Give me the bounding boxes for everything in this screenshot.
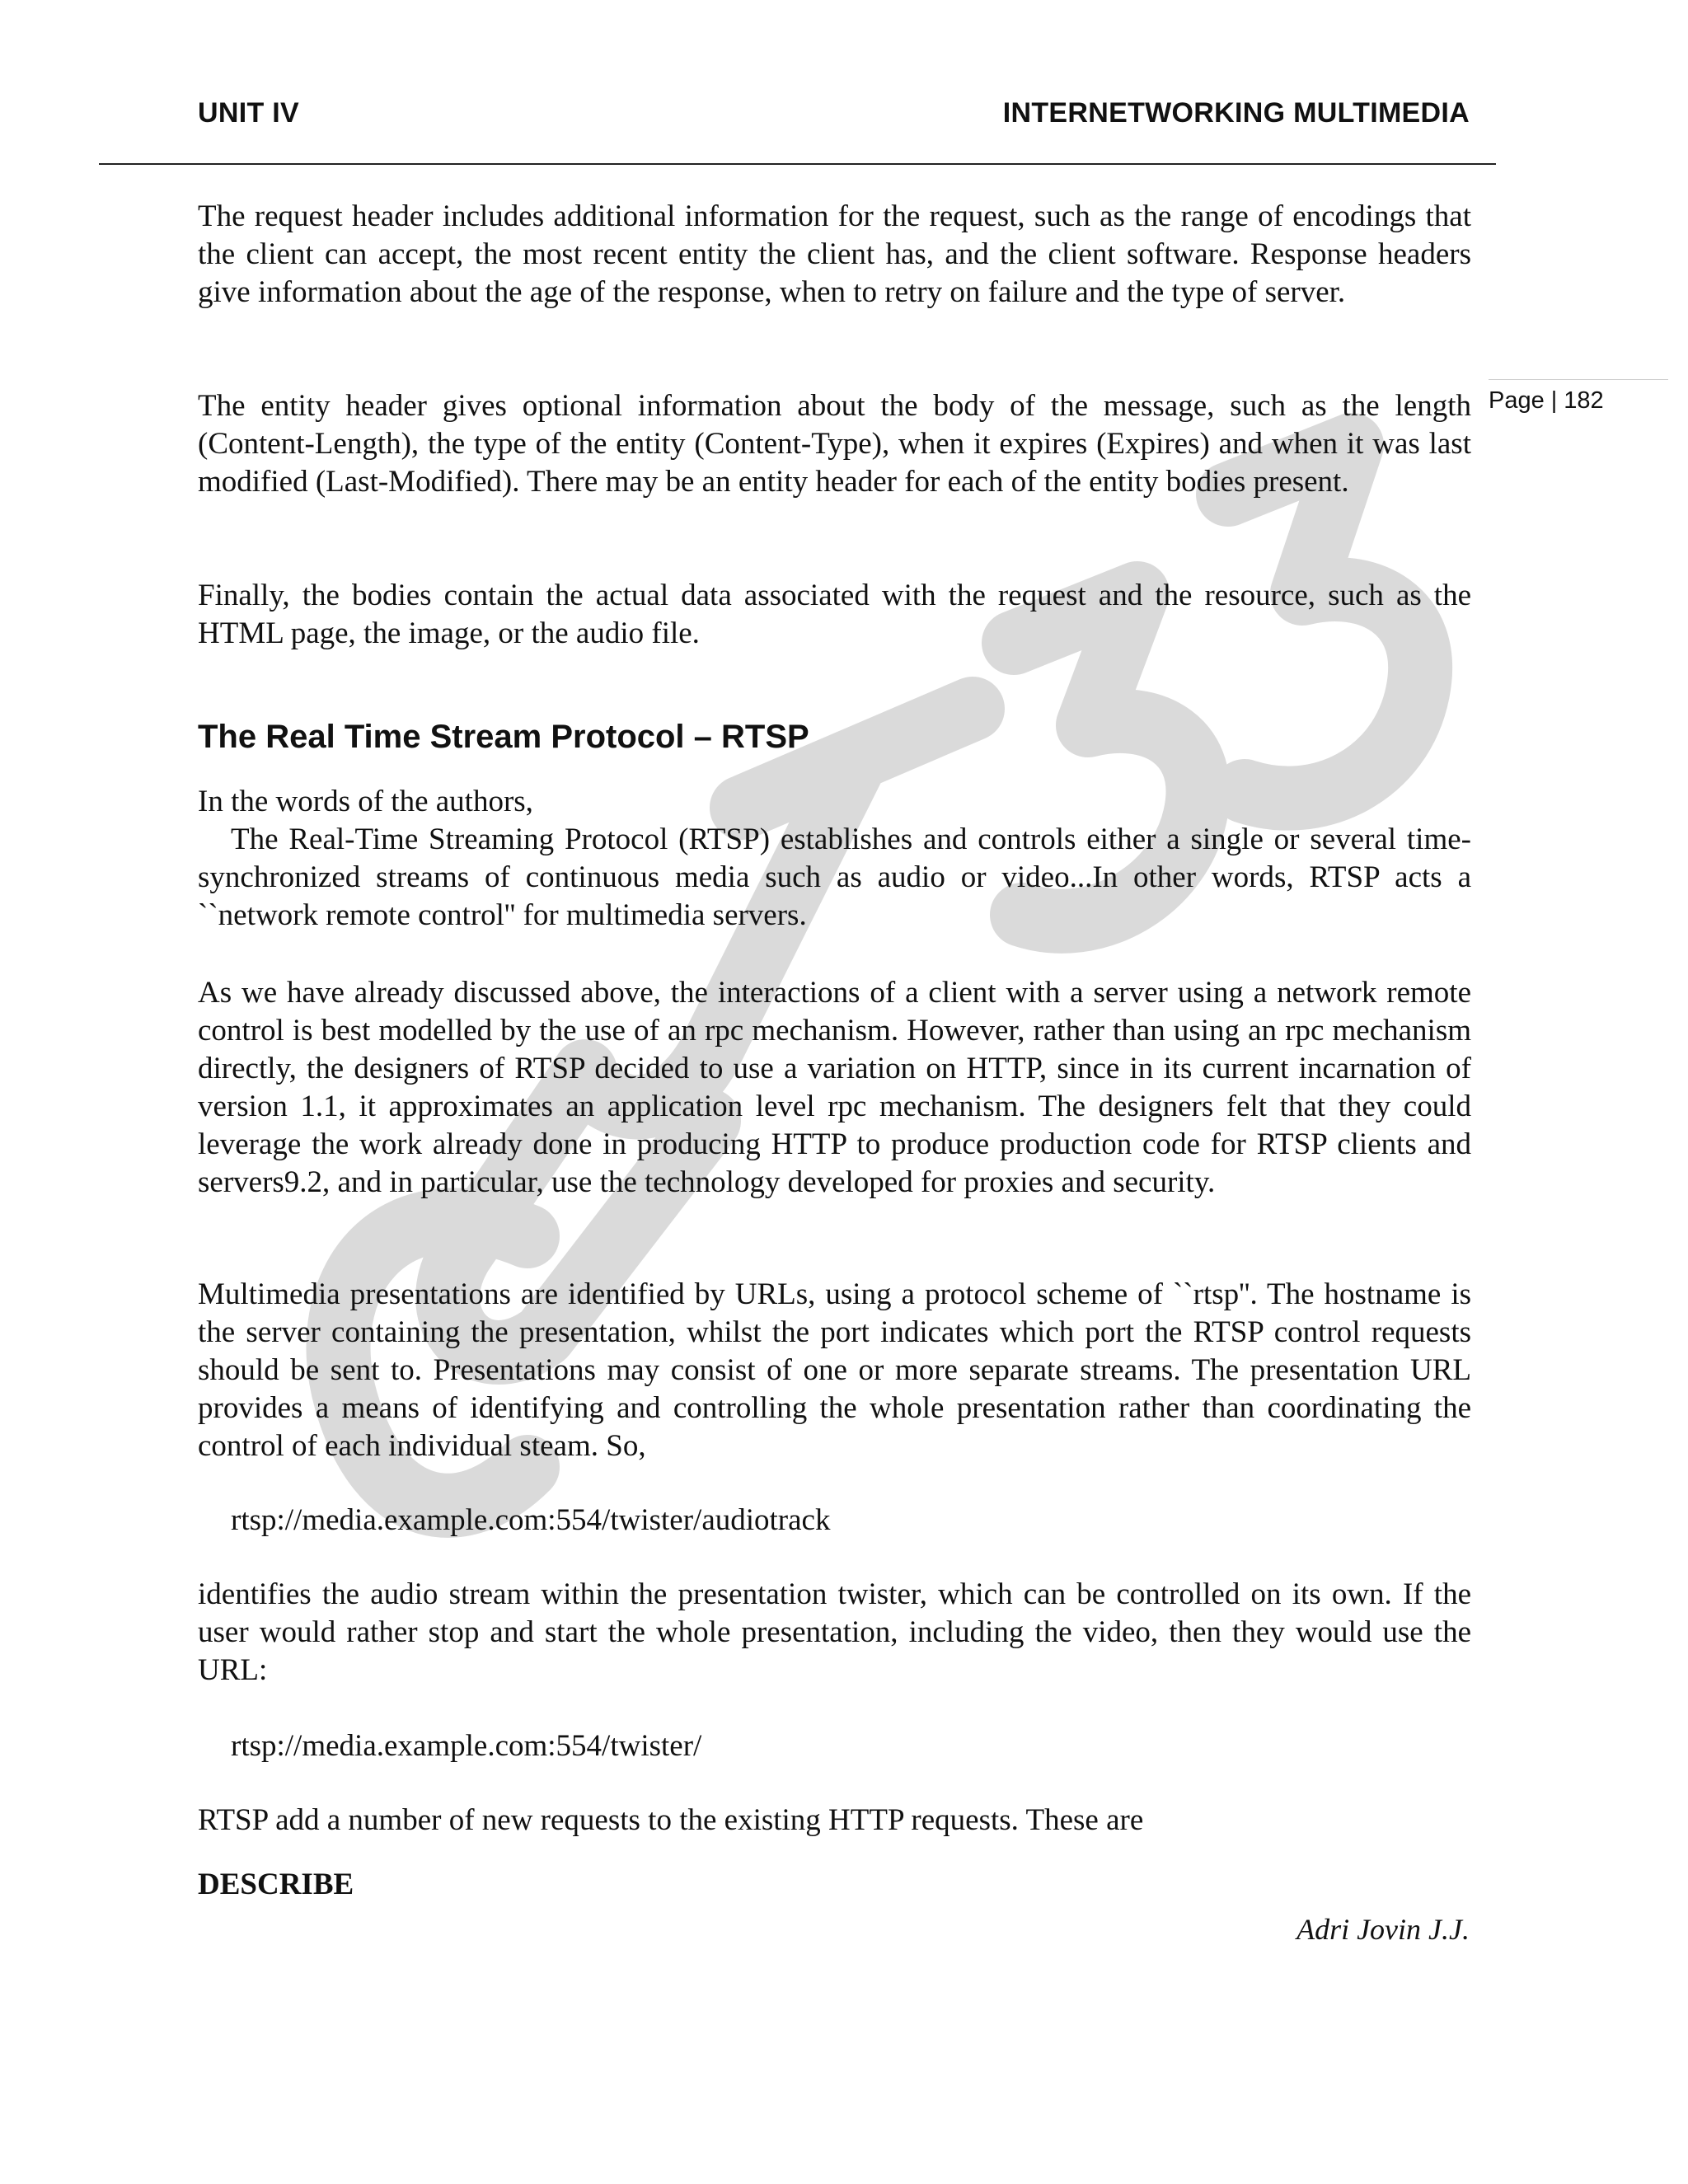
section-heading-rtsp: The Real Time Stream Protocol – RTSP [198, 719, 809, 755]
author-signature: Adri Jovin J.J. [1296, 1913, 1470, 1946]
page-number [1489, 387, 1604, 415]
page-word: Page [1489, 387, 1545, 414]
url-audiotrack: rtsp://media.example.com:554/twister/audiotrack [231, 1503, 831, 1537]
paragraph-audio-stream: identifies the audio stream within the presentation twister, which can be controlled on its own. If the user would rather stop and start the whole presentation, including the video, then they would use the URL: [198, 1577, 1471, 1687]
page-number-divider [1489, 379, 1668, 380]
page-number-value: 182 [1564, 387, 1604, 414]
paragraph-urls: Multimedia presentations are identified by URLs, using a protocol scheme of ``rtsp''. The hostname is the server containing the presentation, whilst the port indicates which port the RTSP control requests should be sent to. Presentations may consist of one or more separate streams. The presentation URL provides a means of identifying and controlling the whole presentation rather than coordinating the control of each individual steam. So, [198, 1277, 1471, 1463]
paragraph-entity-header: The entity header gives optional information about the body of the message, such as the length (Content-Length), the type of the entity (Content-Type), when it expires (Expires) and when it was last modified (Last-Modified). There may be an entity header for each of the entity bodies present. [198, 389, 1471, 499]
paragraph-quote-intro: In the words of the authors, [198, 785, 533, 818]
describe-heading: DESCRIBE [198, 1868, 354, 1901]
chapter-title-header: INTERNETWORKING MULTIMEDIA [1002, 97, 1470, 129]
paragraph-bodies: Finally, the bodies contain the actual data associated with the request and the resource, such as the HTML page, the image, or the audio file. [198, 579, 1471, 650]
header-divider [99, 163, 1496, 165]
page-separator: | [1550, 387, 1558, 414]
paragraph-request-header: The request header includes additional information for the request, such as the range of encodings that the client can accept, the most recent entity the client has, and the client software. Response headers give information about the age of the response, when to retry on failure and the type of server. [198, 199, 1471, 309]
paragraph-rpc-mechanism: As we have already discussed above, the interactions of a client with a server using a network remote control is best modelled by the use of an rpc mechanism. However, rather than using an rpc mechanism directly, the designers of RTSP decided to use a variation on HTTP, since in its current incarnation of version 1.1, it approximates an application level rpc mechanism. The designers felt that they could leverage the work already done in producing HTTP to produce production code for RTSP clients and servers9.2, and in particular, use the technology developed for proxies and security. [198, 976, 1471, 1199]
paragraph-quote: The Real-Time Streaming Protocol (RTSP) establishes and controls either a single or several time-synchronized streams of continuous media such as audio or video...In other words, RTSP acts a ``network remote control'' for multimedia servers. [198, 823, 1471, 932]
url-presentation: rtsp://media.example.com:554/twister/ [231, 1729, 702, 1763]
unit-header: UNIT IV [198, 97, 299, 129]
paragraph-new-requests: RTSP add a number of new requests to the existing HTTP requests. These are [198, 1803, 1144, 1837]
